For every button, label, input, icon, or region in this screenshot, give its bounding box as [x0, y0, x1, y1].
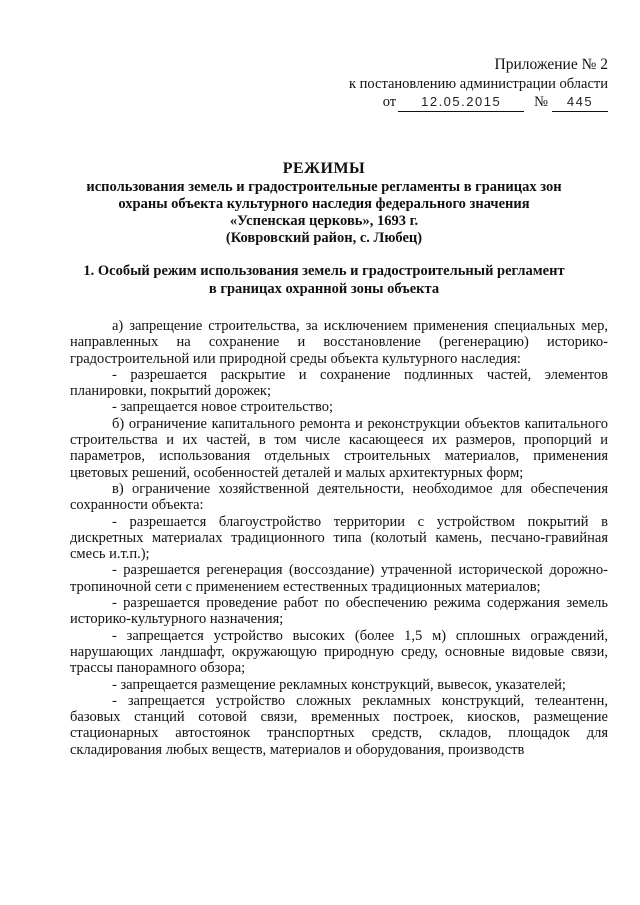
appendix-block — [349, 56, 608, 112]
paragraph: - разрешается проведение работ по обеспечению режима содержания земель историко-культурного назначения; — [70, 595, 608, 628]
document-body — [70, 318, 608, 758]
heading-line-1: использования земель и градостроительные регламенты в границах зон — [86, 179, 562, 195]
resolution-number: 445 — [552, 93, 608, 112]
paragraph: - запрещается новое строительство; — [112, 399, 334, 416]
heading-line-3: «Успенская церковь», 1693 г. — [229, 213, 419, 229]
section-title — [40, 262, 608, 298]
resolution-date: 12.05.2015 — [398, 93, 524, 112]
paragraph: в) ограничение хозяйственной деятельности, необходимое для обеспечения сохранности объекта: — [70, 480, 608, 514]
appendix-title: Приложение № 2 — [494, 56, 608, 73]
paragraph: - разрешается благоустройство территории с устройством покрытий в дискретных материалах традиционного типа (колотый камень, песчано-гравийная смесь и.т.п.); — [70, 513, 608, 563]
section-title-line-1: 1. Особый режим использования земель и градостроительный регламент — [83, 263, 565, 279]
heading-line-4: (Ковровский район, с. Любец) — [225, 230, 423, 246]
document-title: РЕЖИМЫ — [282, 160, 366, 177]
paragraph: - разрешается раскрытие и сохранение подлинных частей, элементов планировки, покрытий дорожек; — [70, 366, 608, 400]
heading-line-2: охраны объекта культурного наследия федерального значения — [118, 196, 530, 212]
date-prefix: от — [382, 94, 397, 110]
paragraph: - разрешается регенерация (воссоздание) утраченной исторической дорожно-тропиночной сети с применением естественных традиционных материалов; — [70, 562, 608, 595]
document-heading — [40, 160, 608, 247]
number-prefix: № — [534, 94, 548, 110]
appendix-date-line — [349, 93, 608, 112]
paragraph: - запрещается устройство сложных рекламных конструкций, телеантенн, базовых станций сотовой связи, временных построек, киосков, размещение стационарных автостоянок транспортных средств, складов, площадок для складирования любых веществ, материалов и оборудования, производств — [70, 692, 608, 758]
paragraph: а) запрещение строительства, за исключением применения специальных мер, направленных на сохранение и восстановление (регенерацию) историко-градостроительной или природной среды объекта культурного наследия: — [70, 318, 608, 367]
section-title-line-2: в границах охранной зоны объекта — [208, 281, 440, 297]
paragraph: б) ограничение капитального ремонта и реконструкции объектов капитального строительства и их частей, в том числе касающееся их размеров, пропорций и параметров, использования отдельных строительных материалов, применения цветовых решений, особенностей деталей и малых архитектурных форм; — [70, 415, 608, 481]
paragraph: - запрещается устройство высоких (более 1,5 м) сплошных ограждений, нарушающих ландшафт, окружающую природную среду, основные видовые связи, трассы панорамного обзора; — [70, 627, 608, 677]
appendix-resolution-line: к постановлению администрации области — [348, 76, 608, 92]
paragraph: - запрещается размещение рекламных конструкций, вывесок, указателей; — [112, 676, 566, 693]
